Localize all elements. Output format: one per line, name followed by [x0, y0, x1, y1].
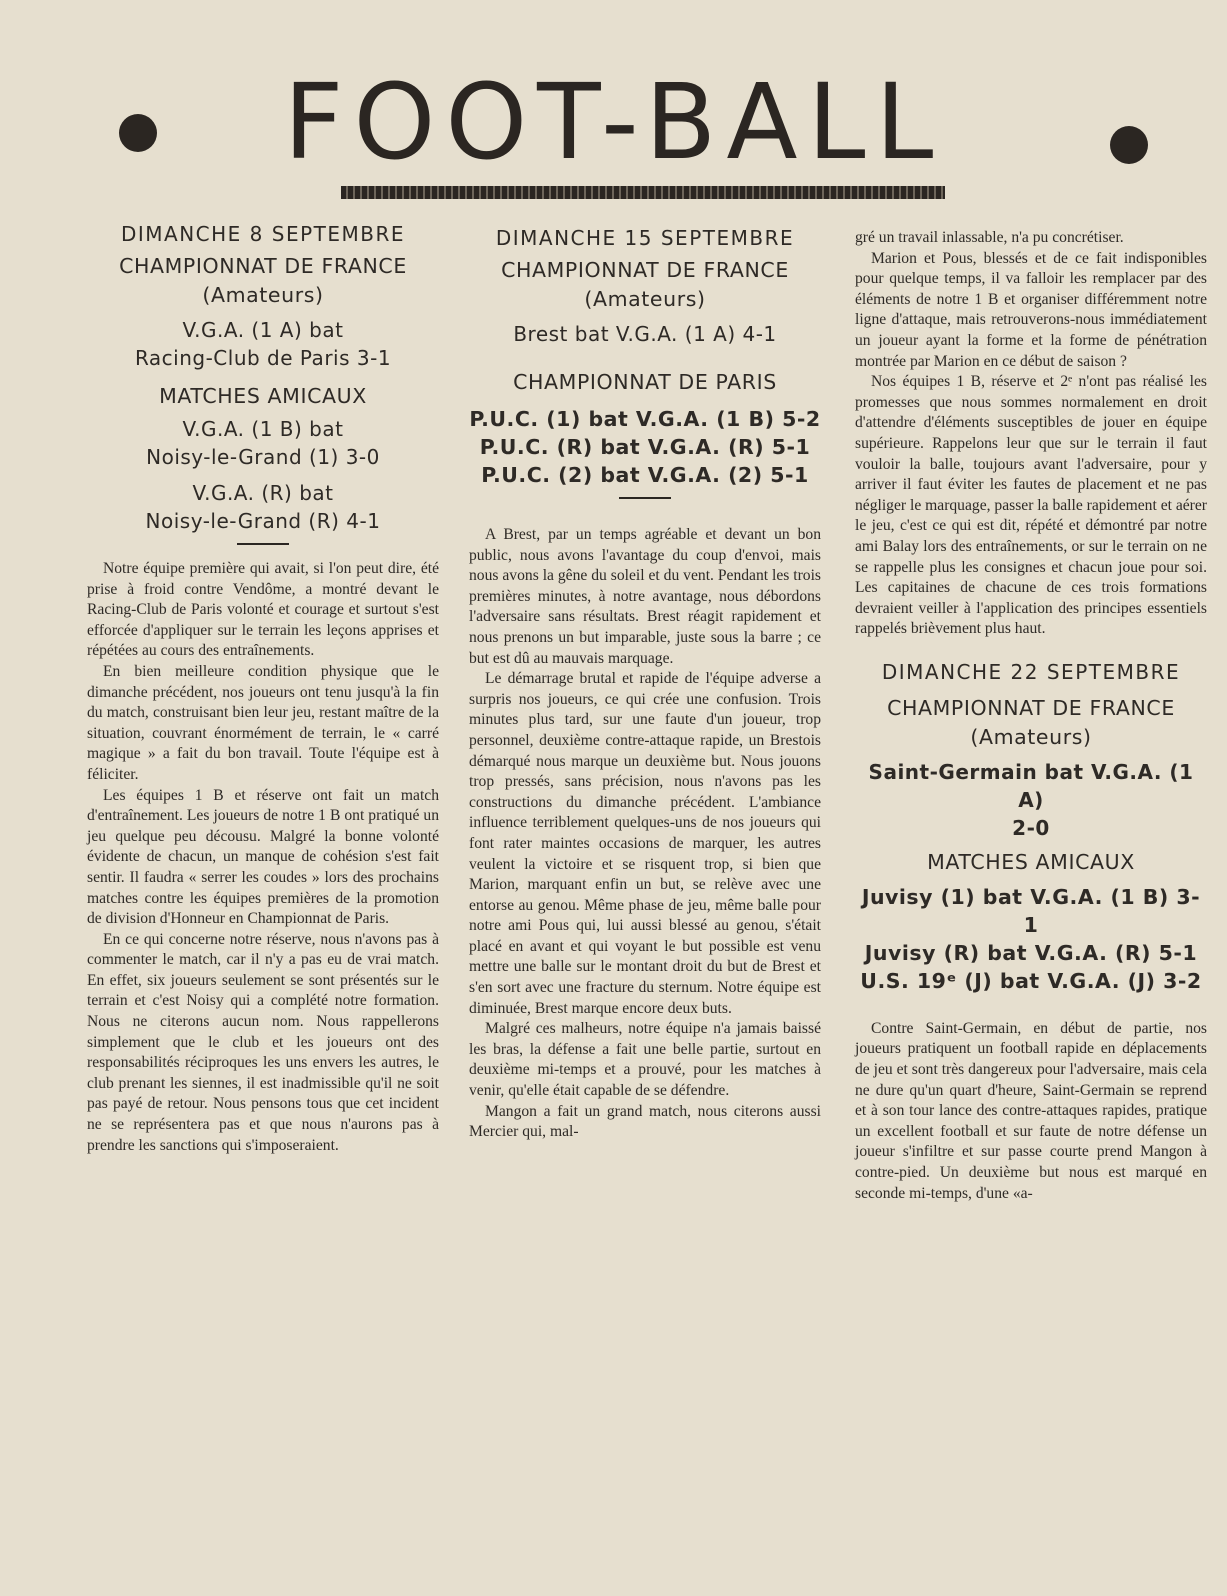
paragraph: En ce qui concerne notre réserve, nous n'avons pas à commenter le match, car il n'y a pas eu de vrai match. En effet, six joueurs seulement se sont présentés sur le terrain et c'est Noisy qui a complété notre formation. Nous ne citerons aucun nom. Nous rappellerons simplement que le club et les joueurs ont des responsabilités réciproques les uns envers les autres, le club prenant les siennes, il est inadmissible qu'il ne soit pas payé de retour. Nous pensons tous que cet incident ne se représentera pas et que nous n'aurons pas à prendre les sanctions qui s'imposeraient. [87, 930, 439, 1154]
separator-rule [237, 543, 289, 545]
result-line: Brest bat V.G.A. (1 A) 4-1 [513, 322, 777, 346]
section-heading: MATCHES AMICAUX [159, 384, 367, 408]
result-line: V.G.A. (1 A) bat [182, 318, 344, 342]
column-2 [469, 226, 821, 1143]
paragraph: En bien meilleure condition physique que le dimanche précédent, nos joueurs ont tenu jusqu'à la fin du match, construisant bien leur jeu, restant maître de la situation, couvrant énormément de terrain, le « carré magique » a fait du bon travail. Toute l'équipe est à féliciter. [87, 662, 439, 783]
paragraph: Mangon a fait un grand match, nous citerons aussi Mercier qui, mal- [469, 1102, 821, 1141]
section-date: DIMANCHE 8 SEPTEMBRE [120, 222, 406, 246]
result-line: Noisy-le-Grand (1) 3-0 [146, 445, 380, 469]
result-line: P.U.C. (1) bat V.G.A. (1 B) 5-2 [469, 407, 821, 431]
column-3 [855, 228, 1207, 1204]
section-date: DIMANCHE 15 SEPTEMBRE [495, 226, 795, 250]
paragraph: Notre équipe première qui avait, si l'on peut dire, été prise à froid contre Vendôme, a montré devant le Racing-Club de Paris volonté et courage et surtout s'est efforcée d'appliquer sur le terrain les leçons apprises et répétées au cours des entraînements. [87, 560, 439, 660]
section-subheading: (Amateurs) [970, 724, 1092, 749]
article-body [87, 559, 439, 1156]
section-subheading: (Amateurs) [584, 287, 706, 311]
result-line: Juvisy (R) bat V.G.A. (R) 5-1 [864, 940, 1198, 965]
article-body [855, 1019, 1207, 1204]
section-heading: CHAMPIONNAT DE PARIS [513, 370, 777, 394]
result-line: P.U.C. (2) bat V.G.A. (2) 5-1 [481, 463, 809, 487]
result-line: V.G.A. (1 B) bat [182, 417, 344, 441]
article-body [855, 228, 1207, 640]
paragraph: Marion et Pous, blessés et de ce fait indisponibles pour quelque temps, il va falloir les remplacer par des éléments de notre 1 B et organiser différemment notre ligne d'attaque, mais retrouverons-nous immédiatement un joueur ayant la forme et la forme de pénétration montrée par Marion en ce début de saison ? [855, 249, 1207, 370]
article-body [469, 525, 821, 1143]
result-line: P.U.C. (R) bat V.G.A. (R) 5-1 [479, 435, 811, 459]
result-line: Racing-Club de Paris 3-1 [134, 346, 392, 370]
result-line: 2-0 [1012, 815, 1050, 840]
section-subheading: (Amateurs) [202, 283, 324, 307]
title-rule [341, 186, 945, 199]
paragraph: Malgré ces malheurs, notre équipe n'a jamais baissé les bras, la défense a fait une belle partie, surtout en deuxième mi-temps et a prouvé, pour les matches à venir, qu'elle était capable de se défendre. [469, 1020, 821, 1100]
result-line: Juvisy (1) bat V.G.A. (1 B) 3-1 [861, 884, 1201, 937]
section-date: DIMANCHE 22 SEPTEMBRE [881, 659, 1181, 684]
result-line: V.G.A. (R) bat [192, 481, 334, 505]
column-1 [87, 222, 439, 1156]
section-heading: CHAMPIONNAT DE FRANCE [119, 254, 407, 278]
paragraph: Nos équipes 1 B, réserve et 2ᵉ n'ont pas réalisé les promesses que nous sommes normalement en droit d'attendre d'éléments susceptibles de jouer en équipe supérieure. Rappelons leur que sur le terrain il faut vouloir la balle, toujours avant l'adversaire, pour y arriver il faut éviter les fautes de placement et ne pas négliger le marquage, passer la balle rapidement et aérer le jeu, c'est ce qui est dit, répété et démontré par notre ami Balay lors des entraînements, or sur le terrain on ne se rappelle plus les consignes et chacun joue pour soi. Les capitaines de chacune de ces trois formations devraient veiller à l'application des principes essentiels rappelés brièvement plus haut. [855, 373, 1207, 638]
paragraph: Contre Saint-Germain, en début de partie, nos joueurs pratiquent un football rapide en déplacements de jeu et sont très dangereux pour l'adversaire, mais cela ne dure qu'un quart d'heure, Saint-Germain se reprend et à son tour lance des contre-attaques rapides, pratique un excellent football et sur faute de notre défense un joueur s'infiltre et sur passe courte prend Mangon à contre-pied. Un deuxième but nous est marqué en seconde mi-temps, d'une «a- [855, 1019, 1207, 1202]
bullet-dot-right [1110, 126, 1148, 164]
page-title: FOOT-BALL [283, 61, 944, 183]
paragraph: gré un travail inlassable, n'a pu concrétiser. [855, 229, 1124, 246]
paragraph: A Brest, par un temps agréable et devant un bon public, nous avons l'avantage du coup d'envoi, mais nous avons la gêne du soleil et du vent. Pendant les trois premières minutes, à notre avantage, nous débordons l'adversaire sans résultats. Brest réagit rapidement et nous prenons un but imparable, juste sous la barre ; ce but est dû au mauvais marquage. [469, 526, 821, 667]
section-heading: CHAMPIONNAT DE FRANCE [501, 258, 789, 282]
separator-rule [619, 497, 671, 499]
result-line: U.S. 19ᵉ (J) bat V.G.A. (J) 3-2 [860, 968, 1202, 993]
result-line: Noisy-le-Grand (R) 4-1 [145, 509, 381, 533]
section-heading: MATCHES AMICAUX [927, 849, 1135, 874]
paragraph: Le démarrage brutal et rapide de l'équipe adverse a surpris nos joueurs, ce qui crée une confusion. Trois minutes plus tard, sur une faute d'un joueur, trop personnel, deuxième contre-attaque rapide, un Brestois démarqué nous marque un deuxième but. Nous jouons trop pressés, sans précision, nous n'avons pas les constructions du dimanche précédent. L'ambiance influence terriblement quelques-uns de nos joueurs qui font rater maintes occasions de marquer, les autres veulent la victoire et se risquent trop, si bien que Marion, marquant enfin un but, se relève avec une entorse au genou. Même phase de jeu, même balle pour notre ami Pous qui, lui aussi blessé au genou, s'était placé en avant et qui voyant le but possible est venu mettre une balle sur le montant droit du but de Brest et s'en sort avec une fracture du sternum. Notre équipe est diminuée, Brest marque encore deux buts. [469, 670, 821, 1017]
section-heading: CHAMPIONNAT DE FRANCE [887, 695, 1175, 720]
paragraph: Les équipes 1 B et réserve ont fait un match d'entraînement. Les joueurs de notre 1 B ont pratiqué un jeu quelque peu décousu. Malgré la bonne volonté évidente de chacun, un manque de cohésion s'est fait sentir. Il faudra « serrer les coudes » lors des prochains matches contre les équipes premières de la promotion de division d'Honneur en Championnat de Paris. [87, 786, 439, 928]
result-line: Saint-Germain bat V.G.A. (1 A) [868, 759, 1194, 812]
